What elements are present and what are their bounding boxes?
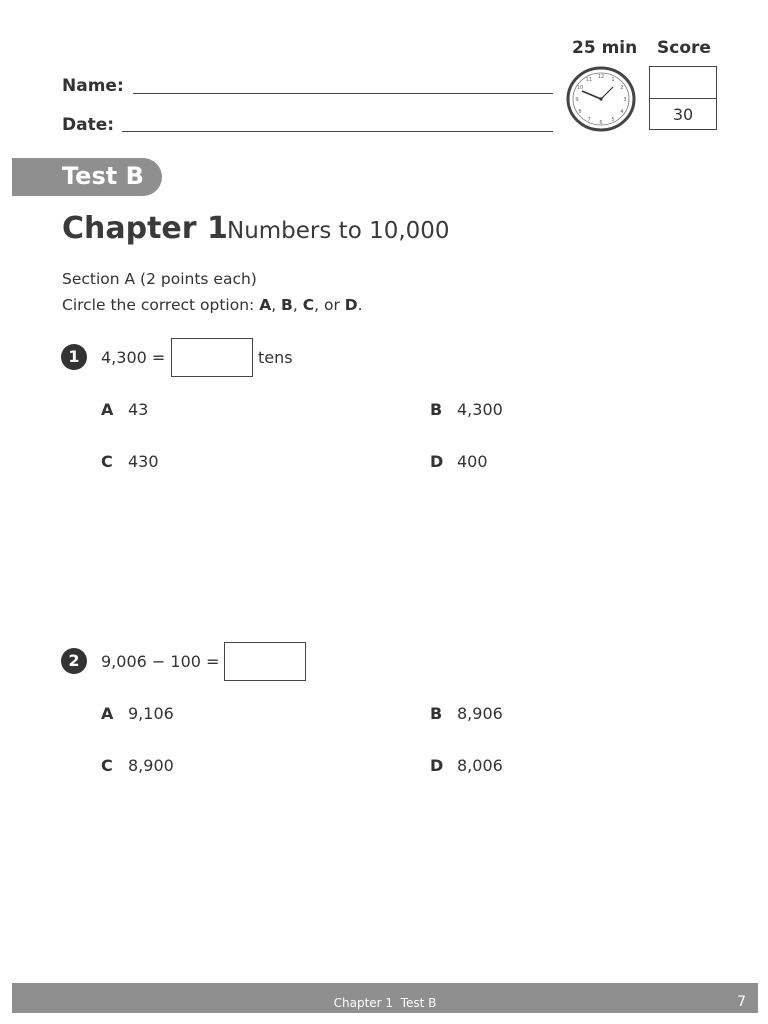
instruction-text: Circle the correct option: (62, 296, 260, 314)
question-suffix: tens (258, 348, 293, 367)
name-line[interactable] (133, 93, 553, 94)
score-box[interactable] (649, 66, 717, 130)
svg-text:1: 1 (611, 77, 615, 83)
option-letter[interactable]: C (101, 452, 113, 471)
date-line[interactable] (122, 131, 553, 132)
timer-label: 25 min (572, 38, 638, 58)
option-letter[interactable]: B (430, 400, 443, 419)
svg-text:10: 10 (576, 85, 584, 91)
svg-text:9: 9 (575, 97, 579, 103)
instruction-letter-a: A (259, 296, 272, 314)
footer-text: Chapter 1 Test B (333, 996, 437, 1010)
option-value[interactable]: 400 (457, 452, 488, 471)
option-letter[interactable]: B (430, 704, 443, 723)
svg-text:8: 8 (578, 109, 582, 115)
option-value[interactable]: 430 (128, 452, 159, 471)
footer-bar (12, 983, 758, 1013)
svg-text:11: 11 (585, 77, 593, 83)
option-value[interactable]: 4,300 (457, 400, 503, 419)
option-value[interactable]: 8,900 (128, 756, 174, 775)
svg-text:6: 6 (599, 120, 603, 126)
option-letter[interactable]: A (101, 400, 114, 419)
svg-text:5: 5 (611, 117, 615, 123)
option-letter[interactable]: A (101, 704, 114, 723)
chapter-number: Chapter 1 (62, 211, 228, 246)
page-number: 7 (737, 994, 746, 1010)
option-value[interactable]: 8,006 (457, 756, 503, 775)
name-label: Name: (62, 76, 124, 96)
score-total: 30 (672, 105, 694, 124)
chapter-title: Numbers to 10,000 (227, 218, 450, 244)
answer-box[interactable] (171, 338, 253, 377)
instruction-sep: , (271, 296, 282, 314)
svg-text:4: 4 (620, 109, 624, 115)
score-label: Score (657, 38, 711, 58)
instruction-letter-c: C (302, 296, 315, 314)
clock-icon (566, 66, 636, 132)
option-letter[interactable]: C (101, 756, 113, 775)
test-banner (12, 158, 162, 196)
instruction-sep: , (292, 296, 303, 314)
section-heading: Section A (2 points each) (62, 270, 257, 288)
date-label: Date: (62, 115, 115, 135)
option-value[interactable]: 9,106 (128, 704, 174, 723)
score-divider (650, 98, 716, 99)
option-letter[interactable]: D (430, 452, 444, 471)
instruction-letter-d: D (344, 296, 358, 314)
test-label: Test B (62, 162, 144, 190)
instruction (62, 296, 363, 314)
instruction-sep: , or (314, 296, 345, 314)
question-expression: 9,006 − 100 = (101, 652, 220, 671)
question-expression: 4,300 = (101, 348, 166, 367)
question-number: 1 (61, 344, 87, 370)
answer-box[interactable] (224, 642, 306, 681)
option-value[interactable]: 8,906 (457, 704, 503, 723)
instruction-letter-b: B (281, 296, 293, 314)
instruction-end: . (357, 296, 363, 314)
svg-text:7: 7 (587, 117, 591, 123)
question-number: 2 (61, 648, 87, 674)
svg-text:12: 12 (597, 74, 605, 80)
option-letter[interactable]: D (430, 756, 444, 775)
option-value[interactable]: 43 (128, 400, 149, 419)
svg-text:2: 2 (620, 85, 624, 91)
svg-text:3: 3 (623, 97, 627, 103)
